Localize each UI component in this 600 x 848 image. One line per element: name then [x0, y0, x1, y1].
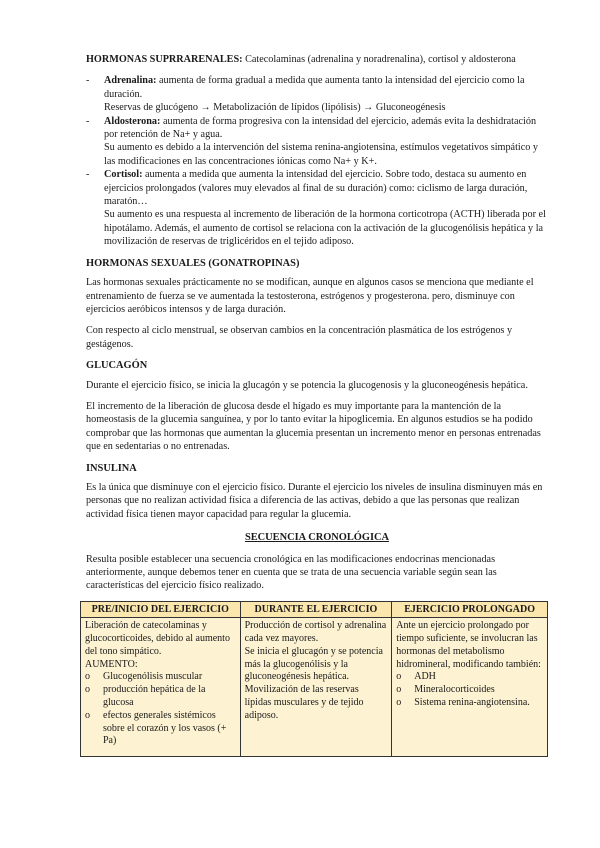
intro-text: Catecolaminas (adrenalina y noradrenalina), cortisol y aldosterona: [242, 54, 516, 65]
section-heading-glucagon: GLUCAGÓN: [86, 360, 148, 372]
cell-text: Movilización de las reservas lípidas musculares y de tejido adiposo.: [244, 684, 364, 721]
bullet-list: [85, 671, 236, 748]
hormone-name: Adrenalina:: [104, 75, 157, 87]
paragraph: Durante el ejercicio físico, se inicia la glucagón y se potencia la glucogenosis y la gluconeogénesis hepática.: [86, 379, 528, 391]
table-header-cell: DURANTE EL EJERCICIO: [240, 601, 392, 617]
table-cell-durante: [240, 618, 392, 757]
list-item-aldosterona: [86, 115, 548, 169]
intro-title: HORMONAS SUPRRARENALES:: [86, 54, 243, 65]
cell-subheading: AUMENTO:: [85, 658, 138, 670]
table-cell-pre: [81, 618, 241, 757]
dash-bullet: -: [86, 169, 90, 181]
list-item: o efectos generales sistémicos sobre el corazón y los vasos (+ Pa): [85, 710, 236, 748]
section-heading-secuencia: SECUENCIA CRONOLÓGICA: [244, 532, 390, 544]
paragraph: El incremento de la liberación de glucosa desde el hígado es muy importante para la mantención de la homeostasis de la glucemia sanguínea, y por lo tanto evitar la hipoglicemia. En algunos estudios se ha podido comprobar que las hormonas que aumentan la glucemia presentan un incremento menor en personas entrenadas que en sedentarias o no entrenadas.: [86, 400, 541, 453]
sequence-table: [80, 601, 548, 757]
paragraph: Con respecto al ciclo menstrual, se observan cambios en la concentración plasmática de los estrógenos y gestágenos.: [86, 325, 513, 350]
document-content: [86, 53, 548, 757]
list-item: o producción hepática de la glucosa: [85, 684, 236, 710]
list-item: o Sistema renina-angiotensina.: [396, 697, 543, 710]
hormone-text: aumenta de forma progresiva con la intensidad del ejercicio, además evita la deshidratación por retención de Na+ y agua.: [104, 115, 537, 141]
section-heading-sexuales: HORMONAS SEXUALES (GONATROPINAS): [86, 257, 300, 269]
table-cell-prolongado: [392, 618, 548, 757]
table-row: [81, 618, 548, 757]
cell-text: Ante un ejercicio prolongado por tiempo suficiente, se involucran las hormonas del metabolismo hidromineral, modificando también:: [396, 620, 541, 670]
intro-paragraph: [86, 53, 548, 66]
cell-text: Se inicia el glucagón y se potencia más la glucogenólisis y la gluconeogénesis hepática.: [244, 645, 383, 683]
bullet-list: [396, 671, 543, 709]
suprarrenales-list: [86, 74, 548, 248]
paragraph: Resulta posible establecer una secuencia cronológica en las modificaciones endocrinas mencionadas anteriormente, aunque debemos tener en cuenta que se trata de una secuencia variable según sean las características del ejercicio físico realizado.: [86, 553, 497, 592]
hormone-name: Aldosterona:: [104, 115, 161, 127]
cell-text: Liberación de catecolaminas y glucocorticoides, debido al aumento del tono simpático.: [85, 620, 230, 657]
list-item: o Glucogenólisis muscular: [85, 671, 236, 684]
hormone-text: Reservas de glucógeno → Metabolización de lípidos (lipólisis) → Gluconeogénesis: [104, 102, 446, 114]
table-header-row: [81, 601, 548, 617]
paragraph: Es la única que disminuye con el ejercicio físico. Durante el ejercicio los niveles de insulina disminuyen más en personas que no realizan actividad física a diferencia de las activas, debido a que las personas que realizan actividad física tienen mayor capacidad para regular la glucemia.: [86, 481, 543, 520]
list-item-cortisol: [86, 168, 548, 248]
list-item-adrenalina: [86, 74, 548, 114]
hormone-name: Cortisol:: [104, 169, 143, 181]
paragraph: Las hormonas sexuales prácticamente no se modifican, aunque en algunos casos se menciona que mediante el entrenamiento de fuerza se ve aumentada la testosterona, estrógenos y progesterona. pero, disminuye con ejercicios aeróbicos intensos y de larga duración.: [86, 277, 534, 315]
section-heading-insulina: INSULINA: [86, 462, 137, 474]
dash-bullet: -: [86, 115, 90, 127]
table-header-cell: EJERCICIO PROLONGADO: [392, 601, 548, 617]
hormone-text: aumenta de forma gradual a medida que aumenta tanto la intensidad del ejercicio como la duración.: [104, 75, 525, 100]
hormone-text: aumenta a medida que aumenta la intensidad del ejercicio. Sobre todo, destaca su aumento en ejercicios prolongados (valores muy elevados al final de su duración) como: ciclismo de larga duración, maratón…: [104, 169, 528, 208]
hormone-text: Su aumento es una respuesta al incremento de liberación de la hormona corticotropa (ACTH) liberada por el hipotálamo. Además, el aumento de cortisol se relaciona con la activación de la glucogenólisis hepática y la movilización de reservas de triglicéridos en el tejido adiposo.: [104, 209, 546, 248]
hormone-text: Su aumento es debido a la intervención del sistema renina-angiotensina, estímulos vegetativos simpático y las modificaciones en las concentraciones iónicas como Na+ y K+.: [104, 142, 538, 167]
list-item: o Mineralocorticoides: [396, 684, 543, 697]
dash-bullet: -: [86, 75, 90, 87]
cell-text: Producción de cortisol y adrenalina cada vez mayores.: [244, 620, 387, 645]
list-item: o ADH: [396, 671, 543, 684]
table-header-cell: PRE/INICIO DEL EJERCICIO: [81, 601, 241, 617]
